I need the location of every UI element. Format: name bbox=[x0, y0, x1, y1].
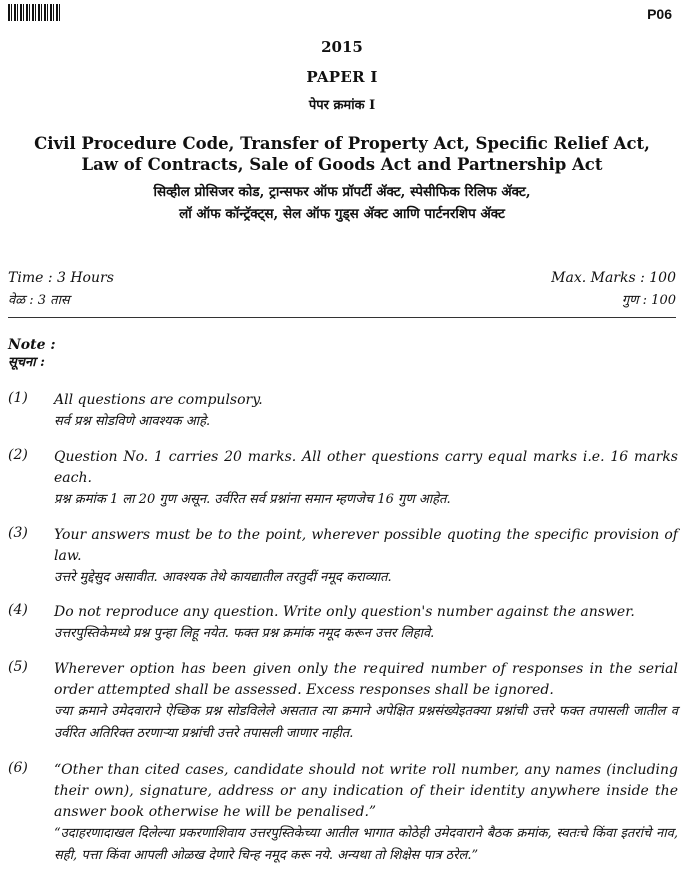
subject-line-2: Law of Contracts, Sale of Goods Act and Partnership Act bbox=[81, 155, 603, 174]
barcode bbox=[8, 4, 62, 21]
subject-title-marathi bbox=[0, 181, 684, 225]
instruction-item bbox=[8, 390, 678, 433]
instruction-number: (1) bbox=[8, 390, 28, 406]
instruction-text-marathi: सर्व प्रश्न सोडविणे आवश्यक आहे. bbox=[54, 414, 211, 429]
instruction-text-marathi: “उदाहरणादाखल दिलेल्या प्रकरणाशिवाय उत्तरपुस्तिकेच्या आतील भागात कोठेही उमेदवाराने बैठक क्रमांक, स्वतःचे किंवा इतरांचे नाव, सही, पत्ता किंवा आपली ओळख देणारे चिन्ह नमूद करू नये. अन्यथा तो शिक्षेस पात्र ठरेल.” bbox=[54, 826, 678, 863]
instruction-text: Wherever option has been given only the required number of responses in the serial order attempted shall be assessed. Excess responses shall be ignored. bbox=[54, 661, 678, 698]
max-marks-label-marathi: गुण : 100 bbox=[621, 293, 676, 308]
instruction-number: (5) bbox=[8, 659, 28, 675]
subject-mr-line-1: सिव्हील प्रोसिजर कोड, ट्रान्सफर ऑफ प्रॉपर्टी ॲक्ट, स्पेसीफिक रिलिफ ॲक्ट, bbox=[153, 184, 531, 200]
instruction-text: All questions are compulsory. bbox=[54, 392, 263, 408]
instruction-item bbox=[8, 760, 678, 867]
exam-year: 2015 bbox=[321, 38, 363, 56]
instruction-text-marathi: उत्तरपुस्तिकेमध्ये प्रश्न पुन्हा लिहू नयेत. फक्त प्रश्न क्रमांक नमूद करून उत्तर लिहावे. bbox=[54, 626, 435, 641]
paper-title: PAPER I bbox=[306, 68, 378, 86]
instruction-text: Question No. 1 carries 20 marks. All other questions carry equal marks i.e. 16 marks each. bbox=[54, 449, 678, 486]
instruction-text: Do not reproduce any question. Write only question's number against the answer. bbox=[54, 604, 635, 620]
paper-title-marathi: पेपर क्रमांक I bbox=[308, 98, 376, 113]
instruction-text: “Other than cited cases, candidate should not write roll number, any names (including their own), signature, address or any indication of their identity anywhere inside the answer book otherwise he will be penalised.” bbox=[54, 762, 678, 820]
instruction-item bbox=[8, 447, 678, 511]
instruction-text-marathi: उत्तरे मुद्देसुद असावीत. आवश्यक तेथे कायद्यातील तरतुदीं नमूद कराव्यात. bbox=[54, 570, 392, 585]
subject-title bbox=[0, 133, 684, 175]
note-heading bbox=[8, 336, 56, 372]
instruction-number: (2) bbox=[8, 447, 28, 463]
instruction-item bbox=[8, 602, 678, 645]
max-marks-label: Max. Marks : 100 bbox=[551, 270, 676, 286]
instruction-number: (3) bbox=[8, 525, 28, 541]
note-label: Note : bbox=[8, 337, 56, 353]
time-label-marathi: वेळ : 3 तास bbox=[8, 293, 70, 308]
subject-mr-line-2: लॉ ऑफ कॉन्ट्रॅक्ट्स, सेल ऑफ गुड्स ॲक्ट आणि पार्टनरशिप ॲक्ट bbox=[179, 206, 505, 222]
instruction-item bbox=[8, 525, 678, 589]
instruction-item bbox=[8, 659, 678, 745]
instruction-text-marathi: प्रश्न क्रमांक 1 ला 20 गुण असून. उर्वरित सर्व प्रश्नांना समान म्हणजेच 16 गुण आहेत. bbox=[54, 492, 451, 507]
note-label-marathi: सूचना : bbox=[8, 355, 45, 370]
instruction-text-marathi: ज्या क्रमाने उमेदवाराने ऐच्छिक प्रश्न सोडविलेले असतात त्या क्रमाने अपेक्षित प्रश्नसंख्येइतक्या प्रश्नांची उत्तरे फक्त तपासली जातील व उर्वरित अतिरिक्त ठरणाऱ्या प्रश्नांची उत्तरे तपासली जाणार नाहीत. bbox=[54, 704, 678, 741]
subject-line-1: Civil Procedure Code, Transfer of Property Act, Specific Relief Act, bbox=[34, 134, 650, 153]
divider bbox=[8, 317, 676, 318]
paper-code: P06 bbox=[647, 6, 672, 22]
instruction-text: Your answers must be to the point, wherever possible quoting the specific provision of law. bbox=[54, 527, 678, 564]
instruction-number: (4) bbox=[8, 602, 28, 618]
time-label: Time : 3 Hours bbox=[8, 270, 114, 286]
instruction-number: (6) bbox=[8, 760, 28, 776]
